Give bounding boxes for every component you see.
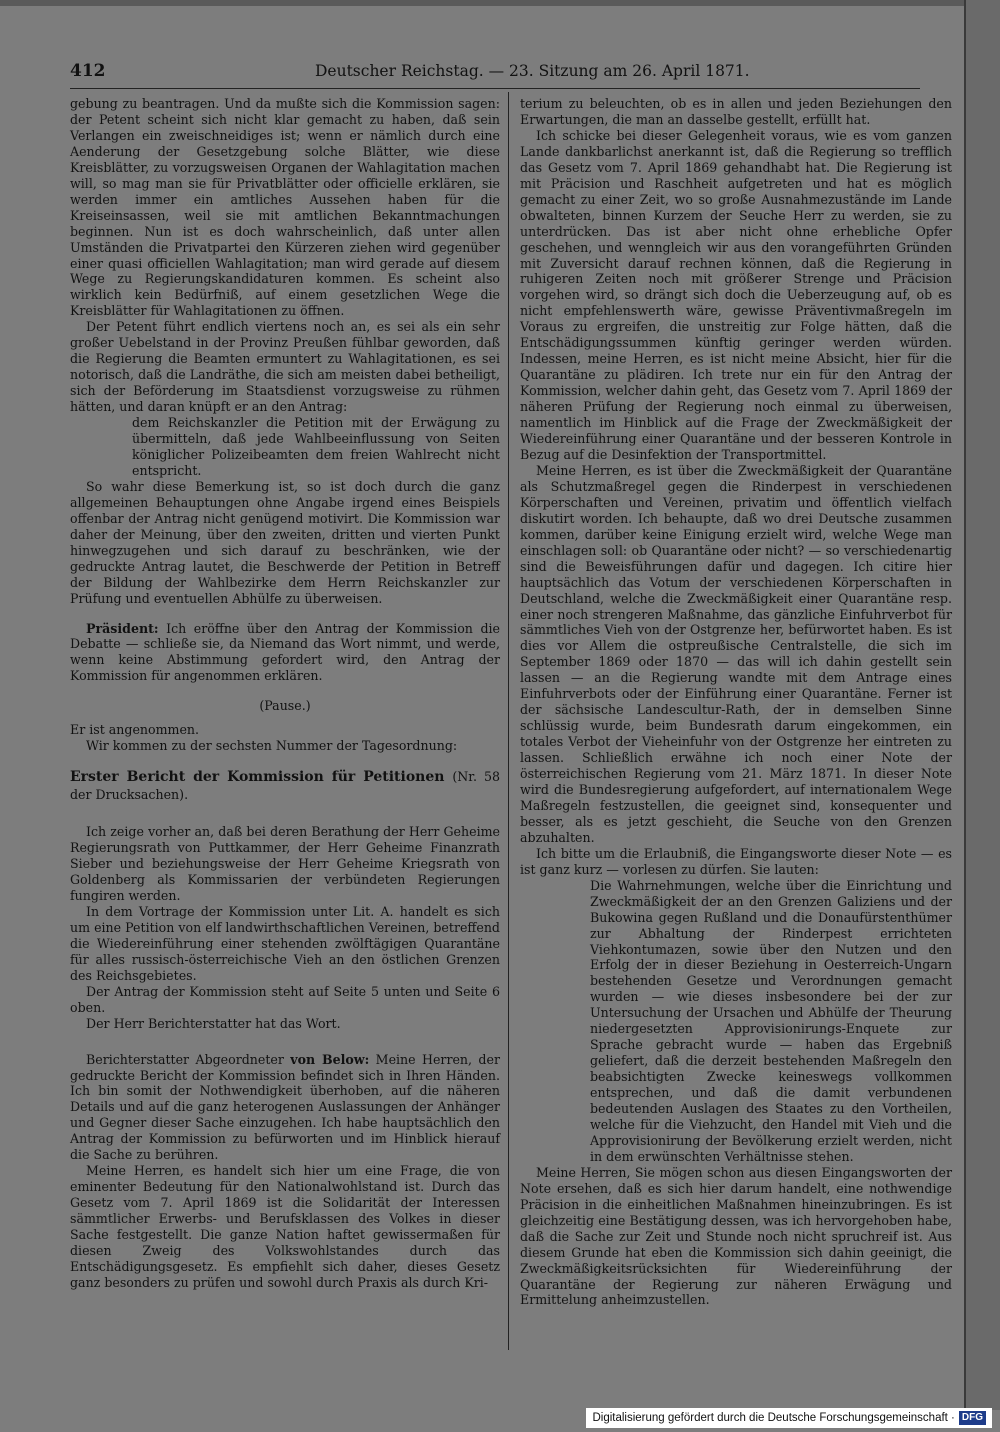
- header-rule: [70, 88, 920, 89]
- left-paragraph-8: Meine Herren, es handelt sich hier um eine Frage, die von eminenter Bedeutung für den Nationalwohlstand ist. Durch das Gesetz vom 7. April 1869 ist die Solidarität der Interessen sämmtlicher Erwerbs- und Berufsklassen des Volkes in dieser Sache festgestellt. Die ganze Nation haftet gewissermaßen für diesen Zweig des Volkswohlstandes durch das Entschädigungsgesetz. Es empfiehlt sich daher, dieses Gesetz ganz besonders zu prüfen und sowohl durch Praxis als durch Kri-: [70, 1163, 500, 1290]
- left-column: [70, 96, 500, 1291]
- right-column: [520, 96, 952, 1308]
- left-paragraph-5: In dem Vortrage der Kommission unter Lit. A. handelt es sich um eine Petition von elf landwirthschaftlichen Vereinen, betreffend die Wiedereinführung einer stehenden zwölftägigen Quarantäne für alles russisch-österreichische Vieh an den östlichen Grenzen des Reichsgebietes.: [70, 903, 500, 983]
- page-header: [70, 58, 920, 84]
- president-label: Präsident:: [86, 620, 159, 636]
- president-statement: [70, 621, 500, 685]
- right-paragraph-1: terium zu beleuchten, ob es in allen und jeden Beziehungen den Erwartungen, die man an dasselbe gestellt, erfüllt hat.: [520, 96, 952, 127]
- digitization-credit: [586, 1408, 992, 1428]
- right-paragraph-3: Meine Herren, es ist über die Zweckmäßigkeit der Quarantäne als Schutzmaßregel gegen die Rinderpest in verschiedenen Körperschaften und Vereinen, privatim und öffentlich vielfach diskutirt worden. Ich behaupte, daß wo drei Deutsche zusammen kommen, darüber keine Einigung erzielt wird, welche Wege man einschlagen soll: ob Quarantäne oder nicht? — so verschiedenartig sind die Beweisführungen dafür und dagegen. Ich citire hier hauptsächlich das Votum der verschiedenen Körperschaften in Deutschland, welche die Zweckmäßigkeit einer Quarantäne resp. einer noch strengeren Maßnahme, das gänzliche Einfuhrverbot für sämmtliches Vieh von der Ostgrenze her, befürwortet haben. Es ist dies vor Allem die ostpreußische Centralstelle, die sich im September 1869 oder 1870 — das will ich dahin gestellt sein lassen — an die Regierung wandte mit dem Antrage eines Einfuhrverbots oder der Einführung einer Quarantäne. Ferner ist der sächsische Landescultur-Rath, der in demselben Sinne schlüssig wurde, beim Bundesrath darum eingekommen, ein totales Verbot der Vieheinfuhr von der Ostgrenze her eintreten zu lassen. Schließlich erwähne ich noch einer Note der österreichischen Regierung vom 21. März 1871. In dieser Note wird die Bundesregierung aufgefordert, auf internationalem Wege Maßregeln festzustellen, die geeignet sind, konsequenter und besser, als es jetzt geschieht, die Seuche von den Grenzen abzuhalten.: [520, 462, 952, 845]
- scan-edge-top: [0, 0, 966, 6]
- reporter-label: Berichterstatter Abgeordneter: [86, 1051, 284, 1067]
- right-paragraph-5: Meine Herren, Sie mögen schon aus diesen Eingangsworten der Note ersehen, daß es sich hier darum handelt, eine nothwendige Präcision in die einheitlichen Maßnahmen hineinzubringen. Es ist gleichzeitig eine Bestätigung dessen, was ich hervorgehoben habe, daß die Sache zur Zeit und Stunde noch nicht spruchreif ist. Aus diesem Grunde hat eben die Kommission sich dahin geeinigt, die Zweckmäßigkeitsrücksichten für Wiedereinführung der Quarantäne der Regierung zur näheren Erwägung und Ermittelung anheimzustellen.: [520, 1164, 952, 1308]
- section-heading: [70, 768, 500, 804]
- scan-edge-right: [964, 0, 1000, 1410]
- reporter-name: von Below:: [290, 1051, 370, 1067]
- left-paragraph-1: gebung zu beantragen. Und da mußte sich die Kommission sagen: der Petent scheint sich nicht klar gemacht zu haben, daß sein Verlangen ein zweischneidiges ist; wenn er nämlich durch eine Aenderung der Gesetzgebung solche Blätter, wie diese Kreisblätter, zu vorzugsweisen Organen der Wahlagitation machen will, so mag man sie für Privatblätter oder officielle erklären, sie werden immer ein amtliches Aussehen haben für die Kreiseinsassen, weil sie mit amtlichen Bekanntmachungen beginnen. Nun ist es doch wahrscheinlich, daß unter allen Umständen die Privatpartei den Kürzeren ziehen wird gegenüber einer quasi officiellen Wahlagitation; man wird gerade auf diesem Wege zu Regierungskandidaturen kommen. Es scheint also wirklich kein Bedürfniß, auf einem gesetzlichen Wege die Kreisblätter für Wahlagitationen zu öffnen.: [70, 96, 500, 319]
- left-quoted-motion: dem Reichskanzler die Petition mit der Erwägung zu übermitteln, daß jede Wahlbeeinflussung von Seiten königlicher Polizeibeamten dem freien Wahlrecht nicht entspricht.: [132, 415, 500, 478]
- right-paragraph-2: Ich schicke bei dieser Gelegenheit voraus, wie es vom ganzen Lande dankbarlichst anerkannt ist, daß die Regierung so trefflich das Gesetz vom 7. April 1869 gehandhabt hat. Die Regierung ist mit Präcision und Raschheit aufgetreten und hat es möglich gemacht zu einer Zeit, wo so große Ausnahmezustände im Lande obwalteten, binnen Kurzem der Seuche Herr zu werden, sie zu unterdrücken. Das ist aber nicht ohne erhebliche Opfer geschehen, und wenngleich wir aus den vorangeführten Gründen mit Zuversicht darauf rechnen können, daß die Regierung in ruhigeren Zeiten noch mit größerer Strenge und Präcision vorgehen wird, so drängt sich doch die Ueberzeugung auf, ob es nicht empfehlenswerth wäre, gewisse Präventivmaßregeln im Voraus zu ergreifen, die unstreitig zur Folge hätten, daß die Entschädigungssummen künftig geringer werden würden. Indessen, meine Herren, es ist nicht meine Absicht, hier für die Quarantäne zu plädiren. Ich trete nur ein für den Antrag der Kommission, welcher dahin geht, das Gesetz vom 7. April 1869 der näheren Prüfung der Regierung noch einmal zu überweisen, namentlich im Hinblick auf die Frage der Zweckmäßigkeit der Wiedereinführung einer Quarantäne und der besseren Kontrole in Bezug auf die Desinfektion der Transportmittel.: [520, 127, 952, 462]
- reporter-text: Meine Herren, der gedruckte Bericht der Kommission befindet sich in Ihren Händen. Ich bin somit der Nothwendigkeit überhoben, auf die näheren Details und auf die ganz heterogenen Auslassungen der Anhänger und Gegner dieser Sache einzugehen. Ich habe hauptsächlich den Antrag der Kommission zu befürworten und im Hinblick hierauf die Sache zu berühren.: [70, 1051, 500, 1163]
- left-paragraph-2: Der Petent führt endlich viertens noch an, es sei als ein sehr großer Uebelstand in der Provinz Preußen fühlbar geworden, daß die Regierung die Beamten ermuntert zu Wahlagitationen, es sei notorisch, daß die Landräthe, die sich am meisten dabei betheiligt, sich der Beförderung im Staatsdienst vorzugsweise zu rühmen hätten, und daran knüpft er an den Antrag:: [70, 319, 500, 415]
- reporter-statement: [70, 1052, 500, 1164]
- column-divider: [508, 92, 509, 1350]
- left-paragraph-4: Ich zeige vorher an, daß bei deren Berathung der Herr Geheime Regierungsrath von Puttkammer, der Herr Geheime Finanzrath Sieber und beziehungsweise der Herr Geheime Kriegsrath von Goldenberg als Kommissarien der verbündeten Regierungen fungiren werden.: [70, 824, 500, 903]
- right-quoted-note: Die Wahrnehmungen, welche über die Einrichtung und Zweckmäßigkeit der an den Grenzen Galiziens und der Bukowina gegen Rußland und die Donaufürstenthümer zur Abhaltung der Rinderpest errichteten Viehkontumazen, sowie über den Nutzen und den Erfolg der in dieser Beziehung in Oesterreich-Ungarn bestehenden Gesetze und Verordnungen gemacht wurden — wie dieses insbesondere bei der zur Untersuchung der Ursachen und Abhülfe der Theurung niedergesetzten Approvisionirungs-Enquete zur Sprache gebracht wurde — haben das Ergebniß geliefert, daß die derzeit bestehenden Maßregeln den beabsichtigten Zwecke keineswegs vollkommen entsprechen, und daß die damit verbundenen bedeutenden Auslagen des Staates zu den Vortheilen, welche für die Viehzucht, den Handel mit Vieh und die Approvisionirung der Bevölkerung erzielt werden, nicht in dem erwünschten Verhältnisse stehen.: [590, 877, 952, 1164]
- left-paragraph-7: Der Herr Berichterstatter hat das Wort.: [86, 1015, 341, 1031]
- pause-note: (Pause.): [259, 698, 311, 714]
- section-heading-note: (Nr. 58 der Drucksachen).: [70, 769, 501, 803]
- right-paragraph-4: Ich bitte um die Erlaubniß, die Eingangsworte dieser Note — es ist ganz kurz — vorlesen zu dürfen. Sie lauten:: [520, 845, 952, 877]
- next-agenda-item: Wir kommen zu der sechsten Nummer der Tagesordnung:: [86, 738, 458, 754]
- running-head: Deutscher Reichstag. — 23. Sitzung am 26. April 1871.: [315, 62, 750, 80]
- dfg-logo: DFG: [959, 1411, 986, 1425]
- credit-text: Digitalisierung gefördert durch die Deutsche Forschungsgemeinschaft ·: [592, 1412, 955, 1424]
- left-paragraph-6: Der Antrag der Kommission steht auf Seite 5 unten und Seite 6 oben.: [70, 983, 500, 1015]
- section-heading-title: Erster Bericht der Kommission für Petitionen: [70, 769, 445, 786]
- page-number: 412: [70, 61, 106, 81]
- accepted-note: Er ist angenommen.: [70, 722, 200, 738]
- president-text: Ich eröffne über den Antrag der Kommission die Debatte — schließe sie, da Niemand das Wort nimmt, und werde, wenn keine Abstimmung gefordert wird, den Antrag der Kommission für angenommen erklären.: [70, 620, 500, 684]
- left-paragraph-3: So wahr diese Bemerkung ist, so ist doch durch die ganz allgemeinen Behauptungen ohne Angabe irgend eines Beispiels offenbar der Antrag nicht genügend motivirt. Die Kommission war daher der Meinung, über den zweiten, dritten und vierten Punkt hinwegzugehen und sich darauf zu beschränken, wie der gedruckte Antrag lautet, die Beschwerde der Petition in Betreff der Bildung der Wahlbezirke dem Herrn Reichskanzler zur Prüfung und eventuellen Abhülfe zu überweisen.: [70, 478, 500, 606]
